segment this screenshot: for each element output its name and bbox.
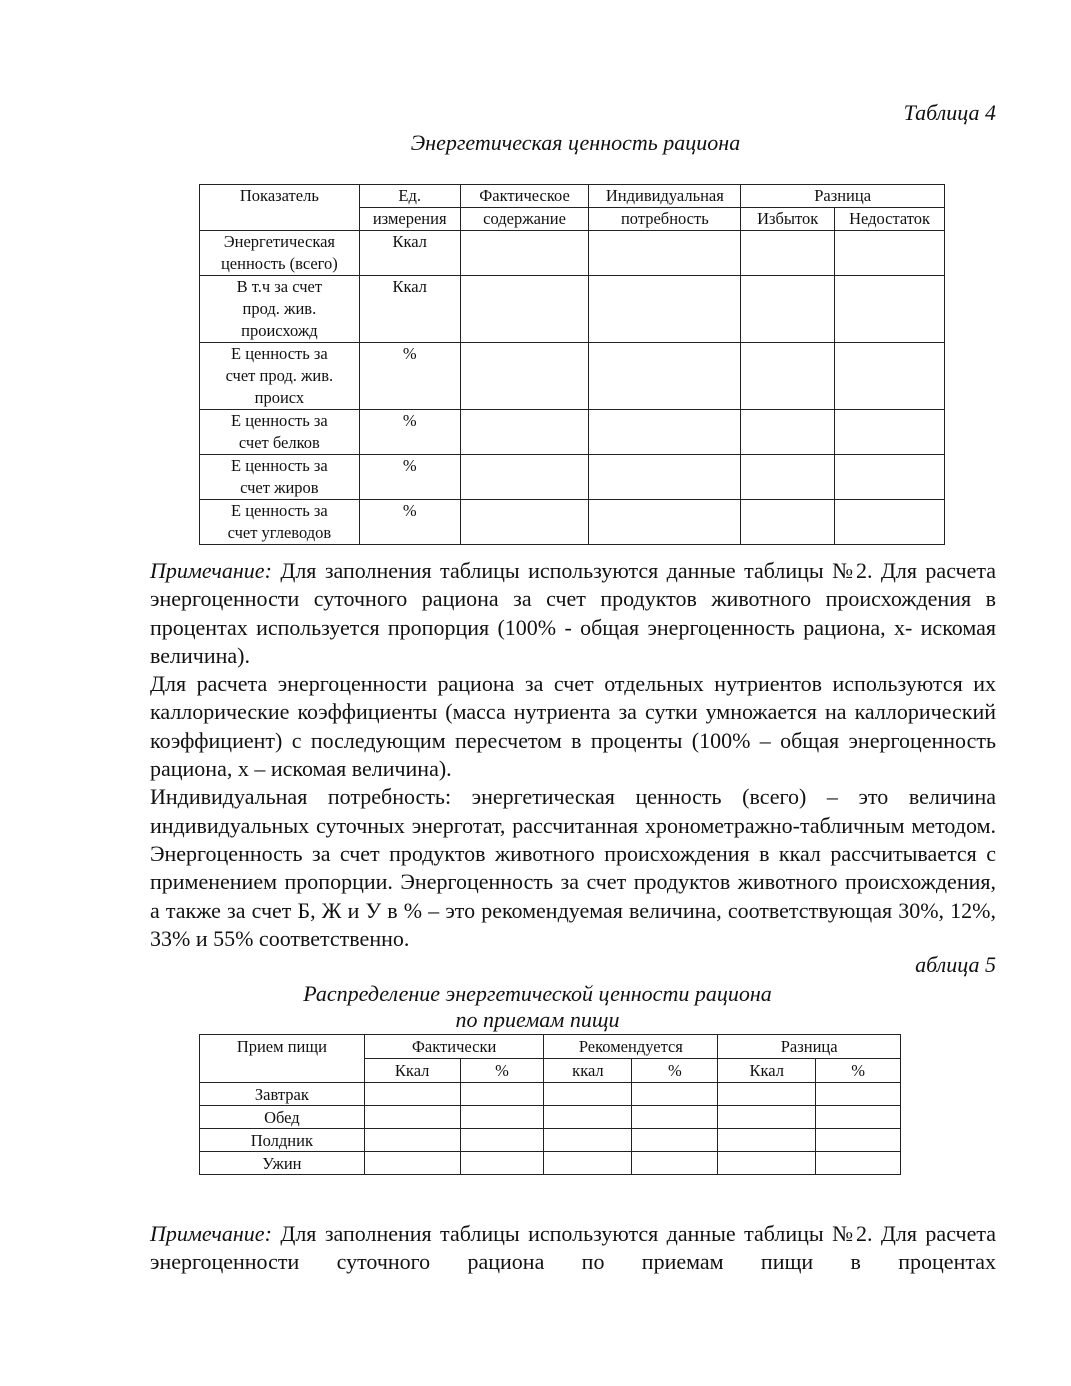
indicator-line: Е ценность за <box>231 501 328 520</box>
note-paragraph: Для расчета энергоценности рациона за счет отдельных нутриентов используются их каллорические коэффициенты (масса нутриента за сутки умножается на каллорический коэффициент) с последующим пересчетом в проценты (100% – общая энергоценность рациона, х – искомая величина). <box>150 671 996 782</box>
empty-cell <box>835 455 945 500</box>
table-row <box>200 231 945 276</box>
empty-cell <box>741 500 835 545</box>
empty-cell <box>589 455 741 500</box>
empty-cell <box>460 1129 544 1152</box>
table-row <box>200 410 945 455</box>
header-indicator: Показатель <box>200 185 360 231</box>
header-recommended: Рекомендуется <box>544 1035 718 1059</box>
meal-cell: Полдник <box>200 1129 365 1152</box>
header-actual-1: Фактическое <box>460 185 589 208</box>
empty-cell <box>460 343 589 410</box>
header-actual: Фактически <box>364 1035 544 1059</box>
table-row <box>200 276 945 343</box>
indicator-line: счет прод. жив. <box>225 366 334 385</box>
empty-cell <box>460 231 589 276</box>
empty-cell <box>632 1129 718 1152</box>
note-text: Для заполнения таблицы используются данные таблицы №2. Для расчета энергоценности суточного рациона за счет продуктов животного происхождения в процентах используется пропорция (100% - общая энергоценность рациона, х- искомая величина). <box>150 558 996 668</box>
empty-cell <box>816 1152 901 1175</box>
empty-cell <box>589 276 741 343</box>
indicator-line: счет белков <box>238 433 320 452</box>
note-1 <box>150 557 996 953</box>
indicator-line: Е ценность за <box>231 411 328 430</box>
empty-cell <box>632 1083 718 1106</box>
empty-cell <box>816 1129 901 1152</box>
note-label: Примечание: <box>150 558 272 583</box>
empty-cell <box>741 455 835 500</box>
empty-cell <box>816 1106 901 1129</box>
empty-cell <box>364 1152 460 1175</box>
empty-cell <box>364 1083 460 1106</box>
empty-cell <box>544 1152 632 1175</box>
empty-cell <box>460 500 589 545</box>
indicator-line: счет углеводов <box>227 523 332 542</box>
empty-cell <box>589 500 741 545</box>
header-meal: Прием пищи <box>200 1035 365 1083</box>
header-kcal: Ккал <box>718 1059 816 1083</box>
table-row <box>200 1152 901 1175</box>
empty-cell <box>835 343 945 410</box>
empty-cell <box>718 1129 816 1152</box>
empty-cell <box>835 231 945 276</box>
header-percent: % <box>632 1059 718 1083</box>
unit-cell: % <box>359 343 460 410</box>
empty-cell <box>544 1106 632 1129</box>
header-unit-2: измерения <box>359 208 460 231</box>
table4-title: Энергетическая ценность рациона <box>410 130 741 155</box>
empty-cell <box>632 1152 718 1175</box>
empty-cell <box>589 343 741 410</box>
empty-cell <box>632 1106 718 1129</box>
indicator-line: Энергетическая <box>223 232 335 251</box>
note-text: Для заполнения таблицы используются данные таблицы №2. Для расчета энергоценности суточного рациона по приемам пищи в процентах <box>150 1221 996 1275</box>
unit-cell: Ккал <box>359 231 460 276</box>
empty-cell <box>718 1106 816 1129</box>
note-2 <box>150 1220 996 1277</box>
empty-cell <box>460 1083 544 1106</box>
table-row <box>200 455 945 500</box>
empty-cell <box>544 1129 632 1152</box>
unit-cell: Ккал <box>359 276 460 343</box>
empty-cell <box>460 410 589 455</box>
empty-cell <box>544 1083 632 1106</box>
table5-title-line2: по приемам пищи <box>455 1007 620 1032</box>
indicator-line: В т.ч за счет <box>236 277 323 296</box>
header-difference: Разница <box>718 1035 901 1059</box>
empty-cell <box>364 1106 460 1129</box>
table-row <box>200 343 945 410</box>
empty-cell <box>741 276 835 343</box>
header-kcal: Ккал <box>364 1059 460 1083</box>
meal-cell: Завтрак <box>200 1083 365 1106</box>
empty-cell <box>816 1083 901 1106</box>
unit-cell: % <box>359 410 460 455</box>
header-individual-2: потребность <box>589 208 741 231</box>
empty-cell <box>835 500 945 545</box>
unit-cell: % <box>359 500 460 545</box>
empty-cell <box>460 1152 544 1175</box>
indicator-line: Е ценность за <box>231 456 328 475</box>
header-deficit: Недостаток <box>835 208 945 231</box>
indicator-line: ценность (всего) <box>220 254 338 273</box>
note-label: Примечание: <box>150 1221 272 1246</box>
unit-cell: % <box>359 455 460 500</box>
energy-value-table <box>199 184 945 545</box>
table-row <box>200 1129 901 1152</box>
indicator-line: счет жиров <box>240 478 319 497</box>
empty-cell <box>835 410 945 455</box>
table5-caption: аблица 5 <box>915 952 996 977</box>
indicator-line: Е ценность за <box>231 344 328 363</box>
header-percent: % <box>816 1059 901 1083</box>
empty-cell <box>364 1129 460 1152</box>
meal-distribution-table <box>199 1034 901 1175</box>
header-percent: % <box>460 1059 544 1083</box>
empty-cell <box>835 276 945 343</box>
indicator-line: происх <box>254 388 305 407</box>
meal-cell: Обед <box>200 1106 365 1129</box>
table4-caption: Таблица 4 <box>903 100 996 125</box>
empty-cell <box>589 410 741 455</box>
empty-cell <box>460 1106 544 1129</box>
empty-cell <box>741 410 835 455</box>
table-row <box>200 1106 901 1129</box>
empty-cell <box>460 455 589 500</box>
note-paragraph: Индивидуальная потребность: энергетическая ценность (всего) – это величина индивидуальных суточных энерготат, рассчитанная хронометражно-табличным методом. Энергоценность за счет продуктов животного происхождения в ккал рассчитывается с применением пропорции. Энергоценность за счет продуктов животного происхождения, а также за счет Б, Ж и У в % – это рекомендуемая величина, соответствующая 30%, 12%, 33% и 55% соответственно. <box>150 784 996 951</box>
empty-cell <box>718 1083 816 1106</box>
empty-cell <box>589 231 741 276</box>
empty-cell <box>718 1152 816 1175</box>
table-row <box>200 500 945 545</box>
table-row <box>200 1083 901 1106</box>
header-kcal: ккал <box>544 1059 632 1083</box>
indicator-line: происхожд <box>241 321 318 340</box>
header-actual-2: содержание <box>460 208 589 231</box>
header-individual-1: Индивидуальная <box>589 185 741 208</box>
header-unit-1: Ед. <box>359 185 460 208</box>
table5-title-line1: Распределение энергетической ценности рациона <box>303 981 772 1006</box>
empty-cell <box>741 231 835 276</box>
empty-cell <box>460 276 589 343</box>
header-excess: Избыток <box>741 208 835 231</box>
indicator-line: прод. жив. <box>242 299 317 318</box>
header-difference: Разница <box>741 185 945 208</box>
empty-cell <box>741 343 835 410</box>
meal-cell: Ужин <box>200 1152 365 1175</box>
